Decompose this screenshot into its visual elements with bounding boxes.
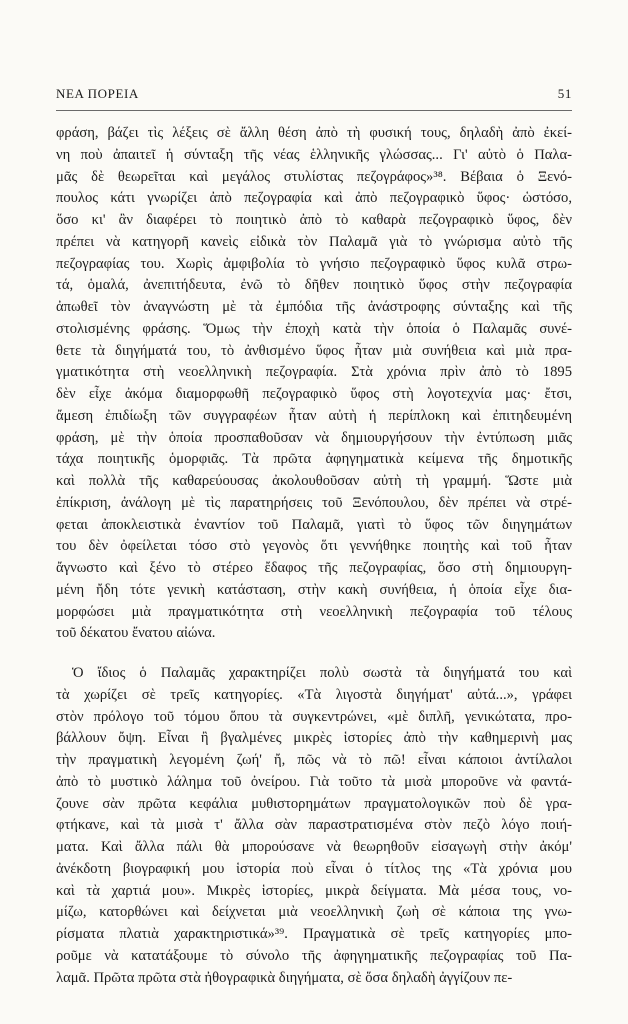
text-line: φτήκανε, καὶ τὰ μισὰ τ' ἄλλα σὰν παραστρατισμένα στὸν πεζὸ λόγο ποιή-: [56, 817, 572, 834]
text-line: ροῦμε νὰ κατατάξουμε τὸ σύνολο τῆς ἀφηγηματικῆς πεζογραφίας τοῦ Πα-: [56, 947, 572, 964]
text-line: ζουνε σὰν πρῶτα κεφάλια μυθιστορημάτων πραγματολογικῶν ποὺ δὲ γρα-: [56, 795, 572, 812]
text-line: ἀπὸ τὸ μυστικὸ λάλημα τοῦ ὀνείρου. Γιὰ τοῦτο τὰ μισὰ μποροῦνε νὰ φαντά-: [56, 773, 572, 790]
text-line: νη ποὺ ἀπαιτεῖ ἡ σύνταξη τῆς νέας ἑλληνικῆς γλώσσας... Γι' αὐτὸ ὁ Παλα-: [56, 146, 572, 163]
text-line: πρέπει νὰ κατηγορῆ κανεὶς εἰδικὰ τὸν Παλαμᾶ γιὰ τὸ γνώρισμα αὐτὸ τῆς: [56, 233, 572, 250]
text-line: φράση, μὲ τὴν ὁποία προσπαθοῦσαν νὰ δημιουργήσουν τὴν ἐντύπωση μιᾶς: [56, 429, 572, 446]
text-line: δὲν εἶχε ἀκόμα διαμορφωθῆ πεζογραφικὸ ὕφος στὴ λογοτεχνία μας· ἔτσι,: [56, 386, 572, 402]
paragraph: [56, 123, 572, 645]
text-line: ἐπίκριση, ἀνάλογη μὲ τὶς παρατηρήσεις τοῦ Ξενόπουλου, δὲν πρέπει νὰ στρέ-: [56, 494, 572, 511]
text-line: ὅσο κι' ἂν διαφέρει τὸ ποιητικὸ ἀπὸ τὸ καθαρὰ πεζογραφικὸ ὕφος, δὲν: [56, 212, 572, 228]
text-line: φράση, βάζει τὶς λέξεις σὲ ἄλλη θέση ἀπὸ τὴ φυσική τους, δηλαδὴ ἀπὸ ἐκεί-: [56, 125, 572, 141]
text-line: θετε τὰ διηγήματά του, τὸ ἀνθισμένο ὕφος ἦταν μιὰ συνήθεια καὶ μιὰ πρα-: [56, 342, 572, 359]
text-line: Ὁ ἴδιος ὁ Παλαμᾶς χαρακτηρίζει πολὺ σωστὰ τὰ διηγήματά του καὶ: [72, 665, 572, 681]
text-line: μορφώσει μιὰ πραγματικότητα στὴ νεοελληνικὴ πεζογραφία τοῦ τέλους: [56, 603, 572, 620]
text-line: ματα. Καὶ ἄλλα πάλι θὰ μπορούσανε νὰ θεωρηθοῦν εἰσαγωγὴ στὴν ἀκόμ': [56, 839, 572, 855]
text-line: στολισμένης φράσης. Ὅμως τὴν ἐποχὴ κατὰ τὴν ὁποία ὁ Παλαμᾶς συνέ-: [56, 320, 572, 337]
text-line: τά, ὁμαλά, ἀνεπιτήδευτα, ἐνῶ τὸ δῆθεν ποιητικὸ ὕφος στὴν πεζογραφία: [56, 277, 572, 294]
text-line: μᾶς δὲ θεωρεῖται καὶ μεγάλος στυλίστας πεζογράφος»³⁸. Βέβαια ὁ Ξενό-: [56, 168, 572, 185]
text-line: ἀπωθεῖ τὸν ἀναγνώστη μὲ τὰ ἐμπόδια τῆς ἀνάστροφης σύνταξης καὶ τῆς: [56, 299, 572, 315]
text-line: ἀνέκδοτη βιογραφική μου ἱστορία ποὺ εἶναι ὁ τίτλος της «Τὰ χρόνια μου: [56, 860, 572, 877]
text-line: τάχα ποιητικῆς ὁμορφιᾶς. Τὰ πρῶτα ἀφηγηματικὰ κείμενα τῆς δημοτικῆς: [56, 451, 572, 468]
running-head: [56, 86, 572, 106]
paragraph-gap: [56, 645, 572, 663]
text-line: του δὲν ὀφείλεται τόσο στὸ γεγονὸς ὅτι γεννήθηκε ποιητὴς καὶ τοῦ ἦταν: [56, 538, 572, 555]
text-line: τὰ χωρίζει σὲ τρεῖς κατηγορίες. «Τὰ λιγοστὰ διηγήματ' αὐτά...», γράφει: [56, 686, 572, 703]
header-rule: [56, 110, 572, 111]
text-line: ἄμεση ἐπιδίωξη τῶν συγγραφέων ἦταν αὐτὴ ἡ περίπλοκη καὶ ἐπιτηδευμένη: [56, 407, 572, 424]
running-title: ΝΕΑ ΠΟΡΕΙΑ: [56, 86, 139, 101]
text-line: καὶ τὰ χαρτιά μου». Μικρὲς ἱστορίες, μικρὰ δείγματα. Μὰ μέσα τους, νο-: [56, 882, 572, 899]
text-line: πεζογραφίας του. Χωρὶς ἀμφιβολία τὸ γνήσιο πεζογραφικὸ ὕφος κυλᾶ στρω-: [56, 255, 572, 272]
text-line: ρίσματα πλατιὰ χαρακτηριστικά»³⁹. Πραγματικὰ σὲ τρεῖς κατηγορίες μπο-: [56, 926, 572, 942]
text-line: τοῦ δέκατου ἔνατου αἰώνα.: [56, 625, 216, 642]
paragraph: [56, 663, 572, 989]
text-line: γματικότητα στὴ νεοελληνικὴ πεζογραφία. Στὰ χρόνια πρὶν ἀπὸ τὸ 1895: [56, 364, 572, 381]
text-line: ἄγνωστο καὶ ξένο τὸ στέρεο ἔδαφος τῆς πεζογραφίας, ὅσο στὴ δημιουργη-: [56, 560, 572, 576]
text-line: τὴν πραγματικὴ λεγομένη ζωή' ἤ, πῶς νὰ τὸ πῶ! εἶναι κάποιοι ἀντίλαλοι: [56, 752, 572, 768]
text-line: στὸν πρόλογο τοῦ τόμου ὅπου τὰ συγκεντρώνει, «μὲ διπλῆ, γενικώτατα, προ-: [56, 708, 572, 725]
text-line: μένη ἤδη τότε γενικὴ κατάσταση, στὴν κακὴ συνήθεια, ἡ ὁποία εἶχε δια-: [56, 581, 572, 598]
text-line: φεται ἀποκλειστικὰ ἐναντίον τοῦ Παλαμᾶ, γιατὶ τὸ ὕφος τῶν διηγημάτων: [56, 516, 572, 533]
text-line: βάλλουν ὄψη. Εἶναι ἢ βγαλμένες μικρὲς ἱστορίες ἀπὸ τὴν καθημερινὴ μας: [56, 730, 572, 747]
page-number: 51: [557, 86, 572, 101]
text-line: πουλος κάτι γνωρίζει ἀπὸ πεζογραφία καὶ ἀπὸ πεζογραφικὸ ὕφος· ὡστόσο,: [56, 190, 572, 207]
text-line: λαμᾶ. Πρῶτα πρῶτα στὰ ἠθογραφικὰ διηγήματα, σὲ ὅσα δηλαδὴ ἀγγίζουν πε-: [56, 969, 513, 986]
body-text: [56, 123, 572, 989]
text-line: καὶ πολλὰ τῆς καθαρεύουσας ἀκολουθοῦσαν αὐτὴ τὴ γραμμή. Ὥστε μιὰ: [56, 473, 572, 489]
text-line: μίζω, κατορθώνει καὶ δείχνεται μιὰ νεοελληνικὴ ζωὴ σὲ κάποια της γνω-: [56, 904, 572, 921]
